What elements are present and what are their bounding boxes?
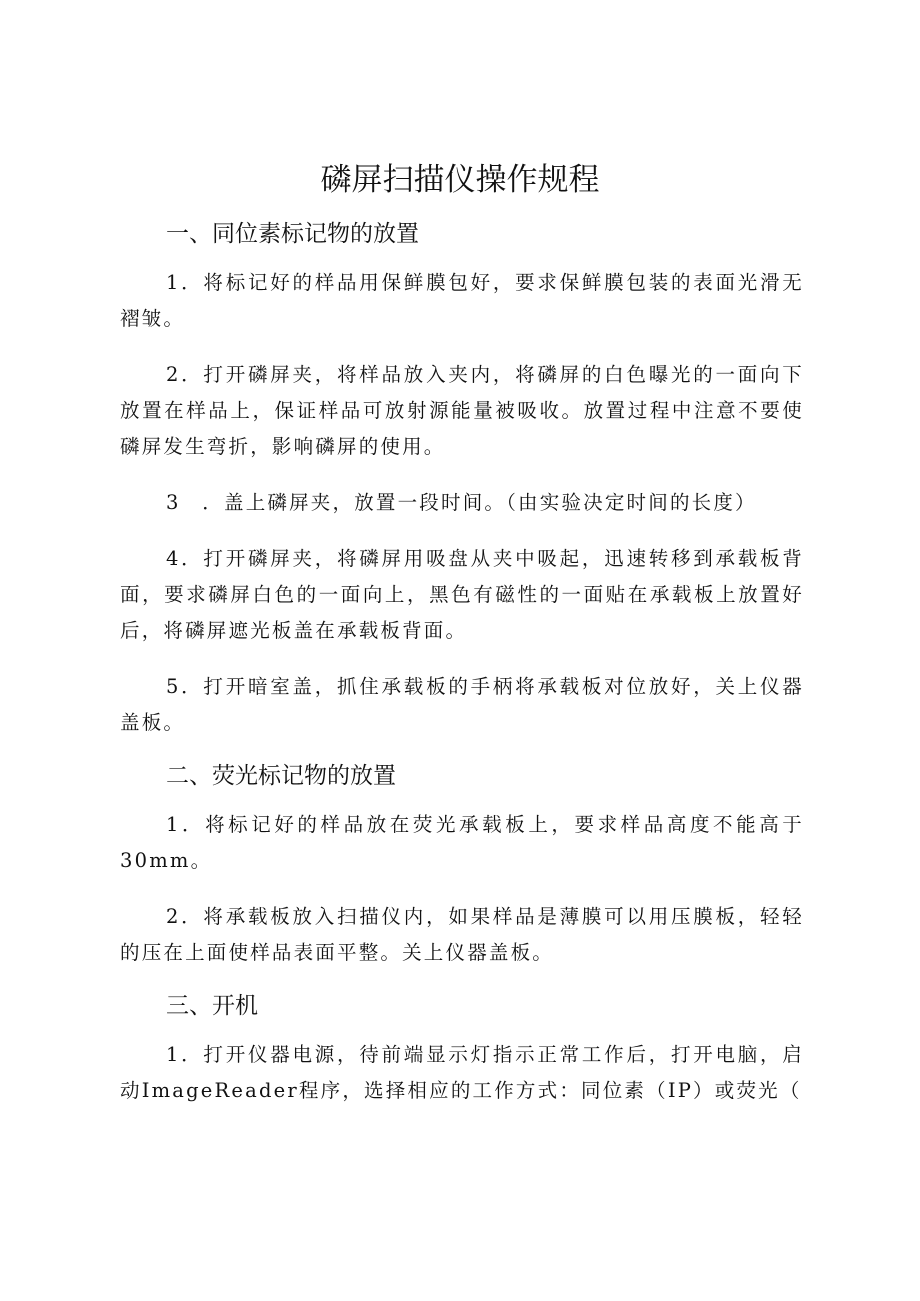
paragraph-3-1: 1．打开仪器电源，待前端显示灯指示正常工作后，打开电脑，启动ImageReader程序，选择相应的工作方式：同位素（IP）或荧光（ (120, 1043, 804, 1102)
paragraph-1-3: 3 ．盖上磷屏夹，放置一段时间。（由实验决定时间的长度） (166, 491, 757, 514)
section-heading-3: 三、开机 (166, 993, 258, 1019)
paragraph-2-2: 2．将承载板放入扫描仪内，如果样品是薄膜可以用压膜板，轻轻的压在上面使样品表面平整。关上仪器盖板。 (120, 905, 804, 964)
section-heading-2: 二、荧光标记物的放置 (166, 763, 396, 789)
paragraph-1-5: 5．打开暗室盖，抓住承载板的手柄将承载板对位放好，关上仪器盖板。 (120, 675, 804, 734)
paragraph-1-4: 4．打开磷屏夹，将磷屏用吸盘从夹中吸起，迅速转移到承载板背面，要求磷屏白色的一面向上，黑色有磁性的一面贴在承载板上放置好后，将磷屏遮光板盖在承载板背面。 (120, 547, 804, 642)
document-body (120, 211, 804, 1129)
paragraph-1-2: 2．打开磷屏夹，将样品放入夹内，将磷屏的白色曝光的一面向下放置在样品上，保证样品可放射源能量被吸收。放置过程中注意不要使磷屏发生弯折，影响磷屏的使用。 (120, 363, 804, 458)
section-heading-1: 一、同位素标记物的放置 (166, 221, 419, 247)
paragraph-1-1: 1．将标记好的样品用保鲜膜包好，要求保鲜膜包装的表面光滑无褶皱。 (120, 271, 804, 330)
page-title: 磷屏扫描仪操作规程 (320, 162, 600, 198)
paragraph-2-1: 1．将标记好的样品放在荧光承载板上，要求样品高度不能高于30mm。 (120, 813, 804, 872)
